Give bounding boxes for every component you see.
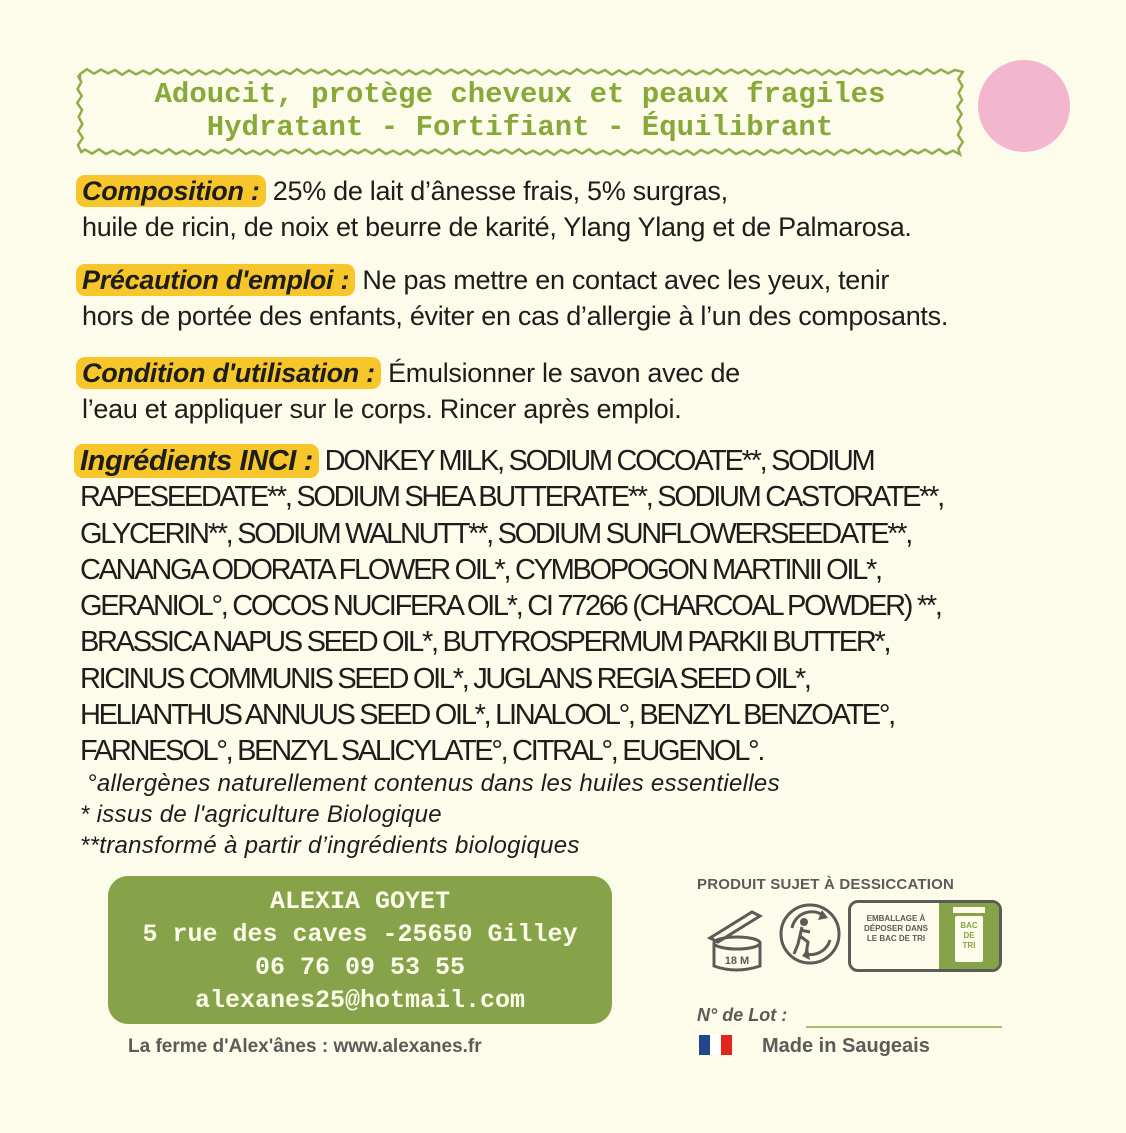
precaution-text1: Ne pas mettre en contact avec les yeux, tenir bbox=[355, 265, 890, 295]
tagline bbox=[74, 78, 966, 144]
farm-website-line[interactable]: La ferme d'Alex'ânes : www.alexanes.fr bbox=[128, 1036, 482, 1057]
composition-text2: huile de ricin, de noix et beurre de karité, Ylang Ylang et de Palmarosa. bbox=[82, 212, 912, 242]
composition-label: Composition : bbox=[76, 175, 266, 207]
condition-section bbox=[82, 355, 740, 427]
tagline-line1: Adoucit, protège cheveux et peaux fragiles bbox=[154, 78, 886, 111]
producer-phone: 06 76 09 53 55 bbox=[254, 953, 466, 982]
condition-label: Condition d'utilisation : bbox=[76, 357, 381, 389]
ingredients-line: RICINUS COMMUNIS SEED OIL*, JUGLANS REGIA SEED OIL*, bbox=[80, 662, 810, 695]
composition-section bbox=[82, 173, 912, 245]
note-bio: * issus de l'agriculture Biologique bbox=[80, 801, 442, 828]
triman-icon bbox=[778, 902, 842, 966]
producer-name: ALEXIA GOYET bbox=[269, 887, 451, 916]
ingredients-line: DONKEY MILK, SODIUM COCOATE**, SODIUM bbox=[318, 445, 874, 477]
ingredients-section bbox=[80, 443, 1080, 770]
recycling-bin-icon bbox=[848, 900, 1002, 972]
ingredients-line: BRASSICA NAPUS SEED OIL*, BUTYROSPERMUM PARKII BUTTER*, bbox=[80, 626, 890, 659]
bin-text-line: DE bbox=[963, 931, 975, 940]
made-in-label: Made in Saugeais bbox=[762, 1035, 930, 1057]
bin-text-line: TRI bbox=[962, 941, 976, 950]
tagline-box bbox=[74, 66, 966, 158]
note-transformed: **transformé à partir d’ingrédients biologiques bbox=[80, 832, 580, 859]
triman-text-line: LE BAC DE TRI bbox=[866, 934, 926, 943]
producer-email[interactable]: alexanes25@hotmail.com bbox=[194, 986, 526, 1015]
pao-label: 18 M bbox=[724, 955, 750, 967]
triman-text-line: EMBALLAGE À bbox=[866, 914, 926, 923]
france-flag-icon bbox=[699, 1035, 732, 1055]
footnotes bbox=[80, 768, 780, 861]
ingredients-line: GERANIOL°, COCOS NUCIFERA OIL*, CI 77266 (CHARCOAL POWDER) **, bbox=[80, 590, 941, 623]
producer-street: 5 rue des caves -25650 Gilley bbox=[142, 920, 578, 949]
ingredients-line: CANANGA ODORATA FLOWER OIL*, CYMBOPOGON MARTINII OIL*, bbox=[80, 553, 881, 586]
pink-color-dot bbox=[978, 60, 1070, 152]
precaution-label: Précaution d'emploi : bbox=[76, 264, 355, 296]
lot-label: N° de Lot : bbox=[697, 1005, 788, 1025]
composition-text1: 25% de lait d’ânesse frais, 5% surgras, bbox=[265, 176, 728, 206]
ingredients-line: HELIANTHUS ANNUUS SEED OIL*, LINALOOL°, BENZYL BENZOATE°, bbox=[80, 699, 894, 732]
ingredients-label: Ingrédients INCI : bbox=[74, 444, 319, 478]
pao-jar-icon bbox=[700, 900, 772, 974]
ingredients-line: RAPESEEDATE**, SODIUM SHEA BUTTERATE**, SODIUM CASTORATE**, bbox=[80, 481, 943, 514]
dessiccation-notice: PRODUIT SUJET À DESSICCATION bbox=[697, 876, 955, 893]
ingredients-line: FARNESOL°, BENZYL SALICYLATE°, CITRAL°, EUGENOL°. bbox=[80, 735, 764, 768]
condition-text2: l’eau et appliquer sur le corps. Rincer après emploi. bbox=[82, 394, 682, 424]
tagline-line2: Hydratant - Fortifiant - Équilibrant bbox=[206, 111, 834, 144]
ingredients-line: GLYCERIN**, SODIUM WALNUTT**, SODIUM SUNFLOWERSEEDATE**, bbox=[80, 517, 912, 550]
address-block bbox=[108, 876, 612, 1024]
lot-line bbox=[806, 1026, 1002, 1028]
bin-text-line: BAC bbox=[960, 921, 978, 930]
precaution-text2: hors de portée des enfants, éviter en cas d’allergie à l’un des composants. bbox=[82, 301, 949, 331]
note-allergens: °allergènes naturellement contenus dans les huiles essentielles bbox=[80, 770, 780, 797]
precaution-section bbox=[82, 262, 948, 334]
condition-text1: Émulsionner le savon avec de bbox=[380, 358, 740, 388]
triman-text-line: DÉPOSER DANS bbox=[863, 924, 928, 933]
